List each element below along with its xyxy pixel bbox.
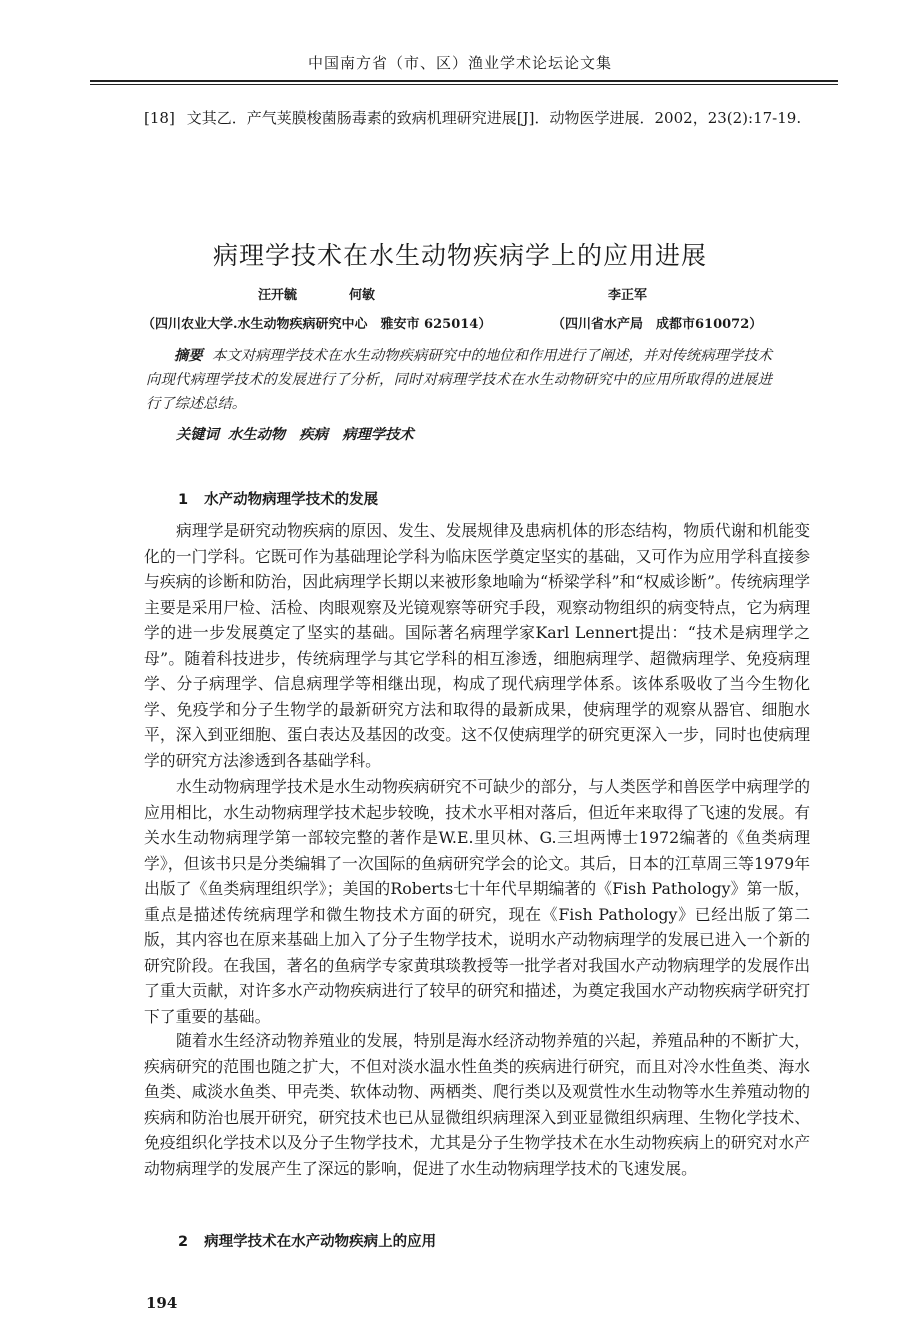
section-heading [178,488,378,509]
reference-text: 文其乙．产气荚膜梭菌肠毒素的致病机理研究进展[J]．动物医学进展．2002，23(2):17-19. [186,109,802,127]
header-rule-thin [90,84,838,85]
body-paragraph: 病理学是研究动物疾病的原因、发生、发展规律及患病机体的形态结构，物质代谢和机能变化的一门学科。它既可作为基础理论学科为临床医学奠定坚实的基础，又可作为应用学科直接参与疾病的诊断和防治，因此病理学长期以来被形象地喻为“桥梁学科”和“权威诊断”。传统病理学主要是采用尸检、活检、肉眼观察及光镜观察等研究手段，观察动物组织的病变特点，它为病理学的进一步发展奠定了坚实的基础。国际著名病理学家Karl Lennert提出：“技术是病理学之母”。随着科技进步，传统病理学与其它学科的相互渗透，细胞病理学、超微病理学、免疫病理学、分子病理学、信息病理学等相继出现，构成了现代病理学体系。该体系吸收了当今生物化学、免疫学和分子生物学的最新研究方法和取得的最新成果，使病理学的观察从器官、细胞水平，深入到亚细胞、蛋白表达及基因的改变。这不仅使病理学的研究更深入一步，同时也使病理学的研究方法渗透到各基础学科。 [144,521,810,770]
keywords [176,424,414,444]
section-title: 水产动物病理学技术的发展 [204,492,379,508]
abstract [146,344,772,416]
body-paragraph: 随着水生经济动物养殖业的发展，特别是海水经济动物养殖的兴起，养殖品种的不断扩大，疾病研究的范围也随之扩大，不但对淡水温水性鱼类的疾病进行研究，而且对冷水性鱼类、海水鱼类、咸淡水鱼类、甲壳类、软体动物、两栖类、爬行类以及观赏性水生动物等水生养殖动物的疾病和防治也展开研究，研究技术也已从显微组织病理深入到亚显微组织病理、生物化学技术、免疫组织化学技术以及分子生物学技术，尤其是分子生物学技术在水生动物疾病上的研究对水产动物病理学的发展产生了深远的影响，促进了水生动物病理学技术的飞速发展。 [144,1031,810,1178]
reference-entry [144,104,834,132]
keywords-text: 水生动物 疾病 病理学技术 [227,427,414,443]
article-title: 病理学技术在水生动物疾病学上的应用进展 [212,241,707,270]
affiliation: （四川农业大学.水生动物疾病研究中心 雅安市 625014） [142,317,492,332]
author-name: 李正军 [608,288,648,303]
section-number: 2 [178,1234,189,1250]
affiliation: （四川省水产局 成都市610072） [552,317,763,332]
author-name: 何敏 [349,288,376,303]
header-rule [90,80,838,82]
body-paragraph: 水生动物病理学技术是水生动物疾病研究不可缺少的部分，与人类医学和兽医学中病理学的应用相比，水生动物病理学技术起步较晚，技术水平相对落后，但近年来取得了飞速的发展。有关水生动物病理学第一部较完整的著作是W.E.里贝林、G.三坦两博士1972编著的《鱼类病理学》，但该书只是分类编辑了一次国际的鱼病研究学会的论文。其后，日本的江草周三等1979年出版了《鱼类病理组织学》；美国的Roberts七十年代早期编著的《Fish Pathology》第一版，重点是描述传统病理学和微生物技术方面的研究，现在《Fish Pathology》已经出版了第二版，其内容也在原来基础上加入了分子生物学技术，说明水产动物病理学的发展已进入一个新的研究阶段。在我国，著名的鱼病学专家黄琪琰教授等一批学者对我国水产动物病理学的发展作出了重大贡献，对许多水产动物疾病进行了较早的研究和描述，为奠定我国水产动物疾病学研究打下了重要的基础。 [144,777,810,1026]
section-heading [178,1230,436,1251]
keywords-label: 关键词 [176,427,219,443]
abstract-label: 摘要 [174,348,203,364]
author-name: 汪开毓 [258,288,298,303]
section-number: 1 [178,492,189,508]
author-list [258,284,427,303]
page-number: 194 [146,1294,178,1312]
running-header: 中国南方省（市、区）渔业学术论坛论文集 [307,54,612,72]
section-title: 病理学技术在水产动物疾病上的应用 [204,1234,437,1250]
abstract-text: 本文对病理学技术在水生动物疾病研究中的地位和作用进行了阐述，并对传统病理学技术向现代病理学技术的发展进行了分析，同时对病理学技术在水生动物研究中的应用所取得的进展进行了综述总结。 [146,348,773,412]
reference-number: [18] [144,109,175,127]
